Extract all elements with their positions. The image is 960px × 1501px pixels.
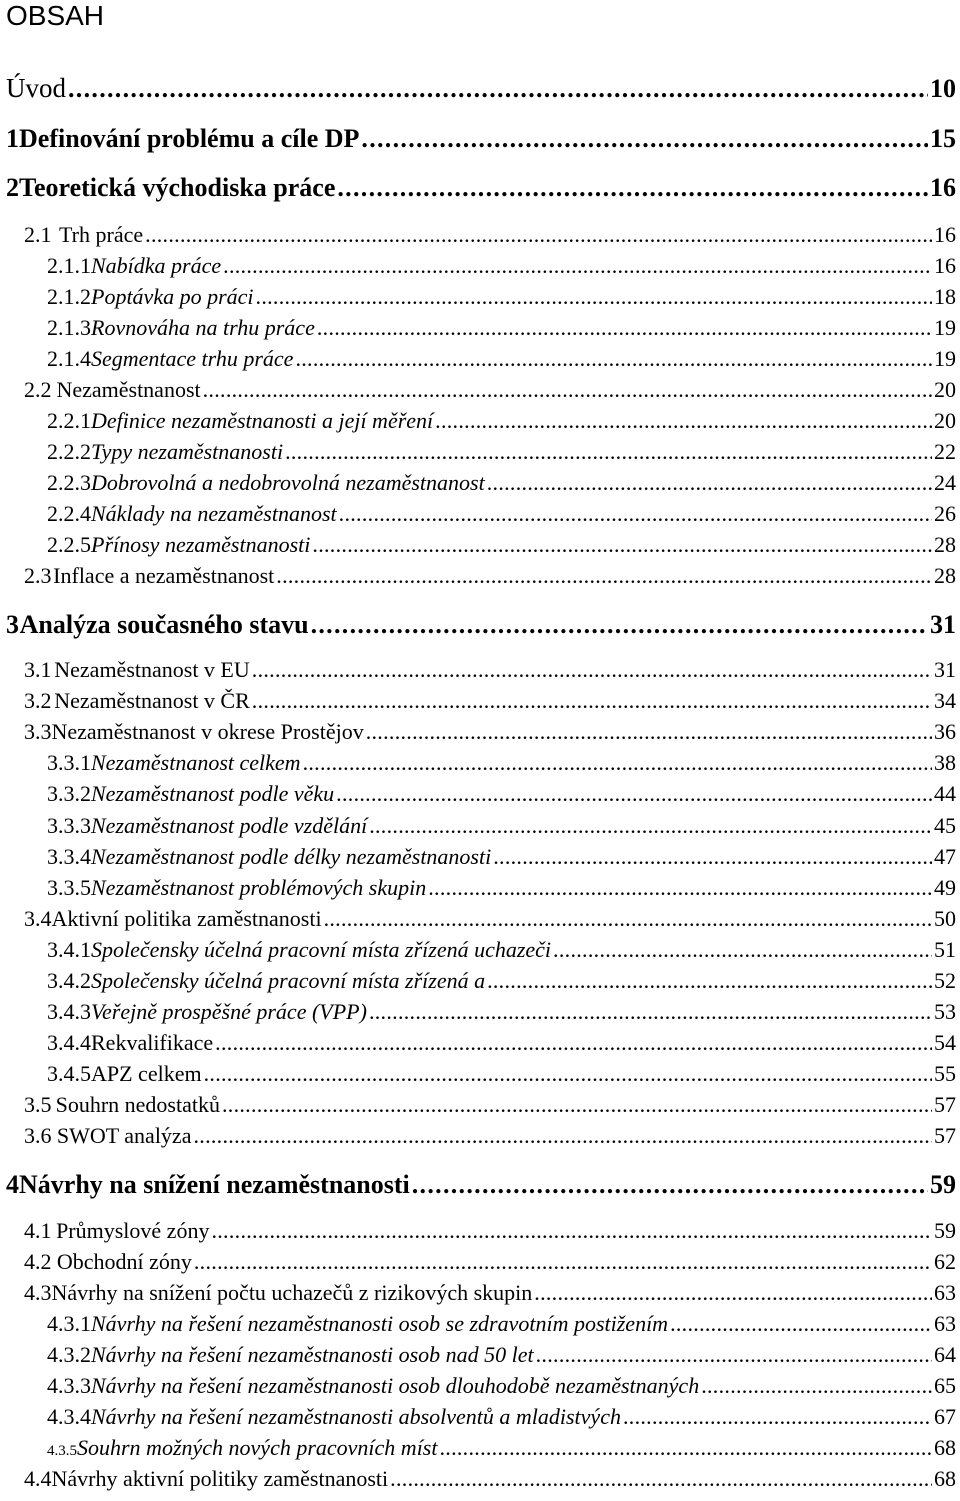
toc-entry-page: 19 [934,315,956,340]
toc-entry-title: Nezaměstnanost podle délky nezaměstnanosti [91,844,492,869]
toc-entry-number: 4.3.2 [47,1342,91,1367]
toc-entry-number: 3.4.5 [47,1061,91,1086]
toc-entry-number: 2.2.4 [47,501,91,526]
toc-entry[interactable] [24,377,956,411]
toc-entry-page: 15 [930,124,956,153]
toc-entry[interactable] [47,501,956,535]
toc-entry-page: 28 [934,532,956,557]
dot-leader [256,284,932,310]
toc-entry[interactable] [47,781,956,815]
dot-leader [204,1061,932,1087]
dot-leader [553,937,932,963]
toc-entry-page: 57 [934,1092,956,1117]
toc-entry-page: 19 [934,346,956,371]
toc-entry-number: 4.2 [24,1249,52,1274]
toc-entry-page: 22 [934,439,956,464]
toc-entry-title: Společensky účelná pracovní místa zřízená uchazeči [91,937,552,962]
dot-leader [336,781,932,807]
toc-entry-number: 4.3 [24,1280,52,1305]
toc-entry-page: 16 [930,173,956,202]
toc-entry[interactable] [47,315,956,349]
toc-entry[interactable] [24,719,956,753]
toc-entry-page: 44 [934,781,956,806]
toc-entry[interactable] [6,1170,956,1204]
toc-entry-number: 3.3.5 [47,875,91,900]
dot-leader [366,719,932,745]
toc-entry-number: 4 [6,1170,19,1199]
toc-entry-page: 49 [934,875,956,900]
dot-leader [390,1466,932,1492]
toc-entry-number: 3.4.1 [47,937,91,962]
toc-entry-number: 2.2.3 [47,470,91,495]
dot-leader [369,999,932,1025]
dot-leader [276,563,932,589]
toc-entry-number: 3.5 [24,1092,52,1117]
toc-entry[interactable] [47,1435,956,1469]
dot-leader [222,1092,932,1118]
toc-entry-page: 45 [934,813,956,838]
toc-entry-page: 36 [934,719,956,744]
toc-entry-page: 67 [934,1404,956,1429]
dot-leader [487,968,932,994]
toc-entry-title: Rekvalifikace [91,1030,214,1055]
toc-entry-number: 3.2 [24,688,52,713]
toc-entry[interactable] [24,222,956,256]
dot-leader [252,688,932,714]
toc-entry-number: 4.3.4 [47,1404,91,1429]
toc-entry-title: Návrhy na řešení nezaměstnanosti osob se zdravotním postižením [91,1311,669,1336]
toc-entry-title: Návrhy na snížení počtu uchazečů z rizikových skupin [51,1280,533,1305]
dot-leader [303,750,932,776]
dot-leader [412,1170,928,1200]
page-title: OBSAH [6,0,105,31]
toc-entry-number: 2.1.1 [47,253,91,278]
toc-entry-number: 2.1 [24,222,52,247]
toc-entry[interactable] [47,750,956,784]
toc-entry-page: 52 [934,968,956,993]
toc-entry-title: Nabídka práce [91,253,222,278]
dot-leader [361,124,928,154]
dot-leader [317,315,932,341]
toc-entry-page: 62 [934,1249,956,1274]
toc-entry-page: 63 [934,1280,956,1305]
toc-entry[interactable] [47,937,956,971]
toc-entry[interactable] [6,173,956,207]
toc-entry[interactable] [24,563,956,597]
toc-entry-number: 3.4.4 [47,1030,91,1055]
toc-entry-number: 3.3.1 [47,750,91,775]
toc-entry-title: Náklady na nezaměstnanost [91,501,337,526]
toc-entry-page: 68 [934,1435,956,1460]
toc-entry[interactable] [47,968,956,1002]
toc-entry-number: 4.4 [24,1466,52,1491]
toc-entry-page: 16 [934,253,956,278]
toc-entry-number: 2.2.5 [47,532,91,557]
toc-entry-title: Nezaměstnanost v ČR [54,688,250,713]
dot-leader [223,253,932,279]
toc-entry-page: 26 [934,501,956,526]
toc-entry-page: 65 [934,1373,956,1398]
dot-leader [68,74,928,104]
dot-leader [493,844,932,870]
toc-entry[interactable] [47,1373,956,1407]
toc-entry-title: Rovnováha na trhu práce [91,315,315,340]
toc-entry-title: Teoretická východiska práce [19,173,336,202]
toc-entry[interactable] [47,1061,956,1095]
toc-entry-title: Návrhy na řešení nezaměstnanosti absolventů a mladistvých [91,1404,621,1429]
dot-leader [337,173,928,203]
toc-entry-title: Návrhy na snížení nezaměstnanosti [19,1170,410,1199]
toc-entry-title: Souhrn možných nových pracovních míst [77,1435,438,1460]
toc-entry-title: Nezaměstnanost problémových skupin [91,875,427,900]
toc-entry-page: 28 [934,563,956,588]
toc-entry-number: 2.2 [24,377,52,402]
toc-entry-title: Úvod [6,73,66,103]
toc-entry-title: Nezaměstnanost v okrese Prostějov [51,719,364,744]
toc-entry-title: Přínosy nezaměstnanosti [91,532,311,557]
toc-entry-title: Dobrovolná a nedobrovolná nezaměstnanost [91,470,485,495]
toc-entry[interactable] [24,1218,956,1252]
toc-entry-page: 54 [934,1030,956,1055]
toc-entry[interactable] [24,657,956,691]
toc-entry-number: 1 [6,124,19,153]
toc-entry[interactable] [47,439,956,473]
dot-leader [701,1373,932,1399]
toc-entry-number: 2.1.2 [47,284,91,309]
toc-entry-number: 2 [6,173,19,202]
toc-entry-page: 31 [930,610,956,639]
toc-entry-title: SWOT analýza [56,1123,192,1148]
toc-entry-number: 3 [6,610,19,639]
dot-leader [536,1342,932,1368]
toc-entry[interactable] [24,1123,956,1157]
toc-entry[interactable] [24,1466,956,1500]
dot-leader [193,1123,932,1149]
dot-leader [145,222,932,248]
toc-entry-number: 2.3 [24,563,52,588]
toc-entry-number: 3.4.2 [47,968,91,993]
toc-entry[interactable] [47,999,956,1033]
toc-entry-title: Nezaměstnanost celkem [91,750,301,775]
toc-entry-number: 4.1 [24,1218,52,1243]
toc-entry-number: 3.3.3 [47,813,91,838]
toc-entry[interactable] [6,73,956,107]
toc-entry-page: 31 [934,657,956,682]
toc-entry[interactable] [6,610,956,644]
toc-entry-number: 4.3.1 [47,1311,91,1336]
toc-entry-title: Obchodní zóny [56,1249,192,1274]
toc-entry-page: 34 [934,688,956,713]
toc-entry-title: Poptávka po práci [91,284,254,309]
dot-leader [324,906,932,932]
toc-entry[interactable] [47,1342,956,1376]
toc-entry-title: Nezaměstnanost podle věku [91,781,335,806]
dot-leader [670,1311,932,1337]
toc-entry-page: 57 [934,1123,956,1148]
dot-leader [211,1218,932,1244]
toc-entry-page: 47 [934,844,956,869]
toc-entry-title: Souhrn nedostatků [55,1092,220,1117]
toc-entry-page: 20 [934,408,956,433]
toc-entry-page: 59 [930,1170,956,1199]
dot-leader [252,657,932,683]
toc-entry-title: Nezaměstnanost v EU [54,657,250,682]
toc-entry-title: Nezaměstnanost [56,377,201,402]
dot-leader [339,501,932,527]
toc-entry-title: Definice nezaměstnanosti a její měření [91,408,434,433]
dot-leader [311,610,928,640]
toc-entry[interactable] [6,124,956,158]
toc-entry[interactable] [24,1280,956,1314]
toc-entry-number: 3.3 [24,719,52,744]
toc-entry-page: 50 [934,906,956,931]
toc-entry-number: 3.1 [24,657,52,682]
toc-entry-title: Veřejně prospěšné práce (VPP) [91,999,367,1024]
dot-leader [487,470,932,496]
dot-leader [215,1030,932,1056]
toc-entry[interactable] [47,253,956,287]
toc-entry-title: Definování problému a cíle DP [19,124,360,153]
toc-entry-title: APZ celkem [91,1061,202,1086]
toc-entry-title: Návrhy na řešení nezaměstnanosti osob dlouhodobě nezaměstnaných [91,1373,700,1398]
toc-entry-title: Aktivní politika zaměstnanosti [51,906,322,931]
toc-entry-page: 51 [934,937,956,962]
dot-leader [285,439,932,465]
toc-entry[interactable] [47,813,956,847]
toc-entry-number: 3.4.3 [47,999,91,1024]
toc-entry-title: Segmentace trhu práce [91,346,294,371]
toc-entry-page: 10 [930,74,956,103]
dot-leader [203,377,932,403]
toc-entry-page: 24 [934,470,956,495]
toc-entry-title: Návrhy na řešení nezaměstnanosti osob nad 50 let [91,1342,534,1367]
toc-entry-page: 64 [934,1342,956,1367]
toc-entry-number: 2.1.4 [47,346,91,371]
toc-entry-number: 3.3.4 [47,844,91,869]
toc-entry-number: 2.1.3 [47,315,91,340]
toc-entry-page: 16 [934,222,956,247]
toc-entry-page: 18 [934,284,956,309]
toc-entry[interactable] [47,284,956,318]
toc-entry-page: 53 [934,999,956,1024]
toc-entry-title: Typy nezaměstnanosti [91,439,284,464]
dot-leader [295,346,932,372]
toc-entry-title: Analýza současného stavu [19,610,309,639]
dot-leader [369,813,932,839]
toc-entry-page: 63 [934,1311,956,1336]
toc-entry[interactable] [47,844,956,878]
toc-entry[interactable] [47,875,956,909]
dot-leader [312,532,932,558]
dot-leader [435,408,932,434]
dot-leader [534,1280,932,1306]
toc-entry-title: Inflace a nezaměstnanost [53,563,275,588]
toc-entry-number: 2.2.2 [47,439,91,464]
toc-entry[interactable] [47,1311,956,1345]
toc-entry-title: Společensky účelná pracovní místa zřízená a [91,968,486,993]
toc-entry-title: Návrhy aktivní politiky zaměstnanosti [51,1466,389,1491]
dot-leader [439,1435,932,1461]
toc-entry-page: 55 [934,1061,956,1086]
toc-entry[interactable] [47,470,956,504]
dot-leader [623,1404,932,1430]
toc-entry[interactable] [47,532,956,566]
dot-leader [194,1249,932,1275]
toc-entry[interactable] [47,1404,956,1438]
toc-entry[interactable] [47,346,956,380]
toc-entry-page: 59 [934,1218,956,1243]
toc-entry-page: 20 [934,377,956,402]
toc-entry-title: Nezaměstnanost podle vzdělání [91,813,368,838]
toc-entry-number: 4.3.3 [47,1373,91,1398]
toc-entry-page: 68 [934,1466,956,1491]
toc-entry[interactable] [24,688,956,722]
toc-entry[interactable] [47,1030,956,1064]
toc-entry[interactable] [24,906,956,940]
toc-entry-title: Trh práce [59,222,144,247]
toc-entry-page: 38 [934,750,956,775]
toc-entry-number: 3.6 [24,1123,52,1148]
dot-leader [428,875,932,901]
toc-entry-number: 4.3.5 [47,1443,77,1459]
toc-entry[interactable] [24,1092,956,1126]
toc-entry-number: 3.4 [24,906,52,931]
toc-entry-title: Průmyslové zóny [56,1218,210,1243]
toc-entry[interactable] [47,408,956,442]
toc-entry-number: 2.2.1 [47,408,91,433]
toc-entry-number: 3.3.2 [47,781,91,806]
toc-entry[interactable] [24,1249,956,1283]
